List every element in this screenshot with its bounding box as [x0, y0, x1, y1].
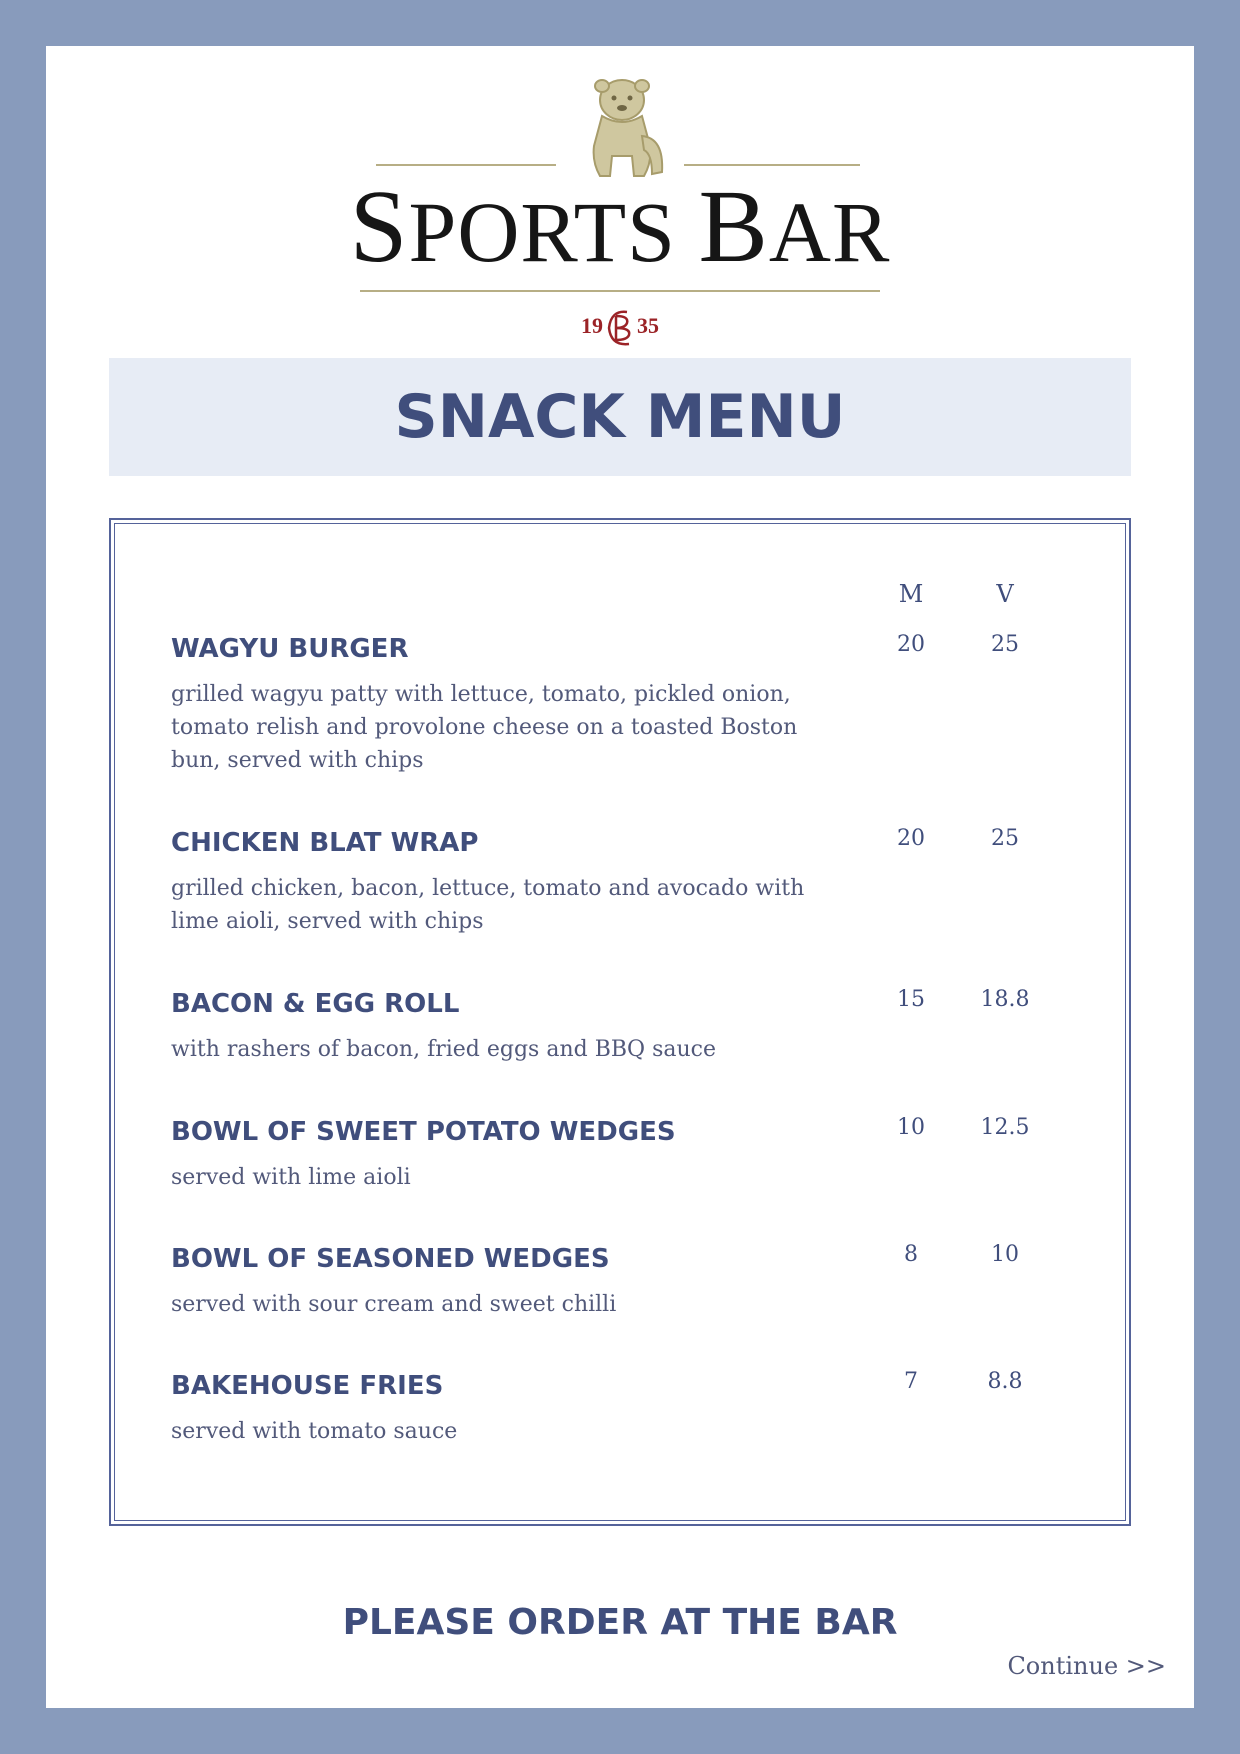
menu-item-name: CHICKEN BLAT WRAP: [171, 828, 479, 858]
menu-item-price-v: 8.8: [987, 1369, 1023, 1394]
menu-item-description: served with sour cream and sweet chilli: [171, 1292, 617, 1317]
logo-year: 19 35: [46, 308, 1194, 348]
logo-name: SPORTS BAR: [349, 169, 891, 284]
menu-item-price-v: 25: [991, 826, 1019, 851]
menu-item-price-m: 7: [904, 1369, 918, 1394]
logo-rule: [684, 164, 860, 166]
logo-rule: [376, 164, 556, 166]
menu-item-description: served with tomato sauce: [171, 1419, 458, 1444]
menu-item: [171, 828, 1071, 938]
continue-link[interactable]: Continue >>: [1007, 1652, 1166, 1680]
menu-item-description: grilled wagyu patty with lettuce, tomato, pickled onion, tomato relish and provolone cheese on a toasted Boston bun, served with chips: [171, 682, 798, 773]
menu-item-price-v: 18.8: [980, 987, 1030, 1012]
menu-item-price-m: 20: [897, 826, 925, 851]
cb-monogram-icon: [603, 308, 637, 348]
title-band: [109, 358, 1131, 476]
menu-item-description: served with lime aioli: [171, 1165, 411, 1190]
menu-frame: [109, 518, 1131, 1526]
page-title: SNACK MENU: [394, 382, 846, 452]
menu-item-price-v: 12.5: [980, 1115, 1030, 1140]
menu-item-price-m: 8: [904, 1242, 918, 1267]
bulldog-icon: [572, 76, 672, 180]
logo-rule: [360, 290, 880, 292]
column-header-v: V: [996, 580, 1014, 608]
menu-item-price-m: 10: [897, 1115, 925, 1140]
menu-item-name: BACON & EGG ROLL: [171, 989, 460, 1019]
menu-page: [46, 46, 1194, 1708]
menu-item-name: BAKEHOUSE FRIES: [171, 1371, 444, 1401]
menu-item: [171, 1244, 1071, 1321]
menu-item-name: BOWL OF SEASONED WEDGES: [171, 1244, 610, 1274]
menu-item-price-m: 15: [897, 987, 925, 1012]
menu-item-price-m: 20: [897, 632, 925, 657]
menu-item-description: grilled chicken, bacon, lettuce, tomato and avocado with lime aioli, served with chips: [171, 876, 805, 934]
menu-item-price-v: 10: [991, 1242, 1019, 1267]
menu-item: [171, 989, 1071, 1066]
menu-item: [171, 634, 1071, 777]
menu-item-name: BOWL OF SWEET POTATO WEDGES: [171, 1117, 676, 1147]
column-header-m: M: [898, 580, 924, 608]
menu-item-description: with rashers of bacon, fried eggs and BBQ sauce: [171, 1037, 716, 1062]
sports-bar-logo: [46, 76, 1194, 366]
menu-item-price-v: 25: [991, 632, 1019, 657]
menu-item-name: WAGYU BURGER: [171, 634, 409, 664]
order-note: PLEASE ORDER AT THE BAR: [342, 1602, 898, 1643]
menu-item: [171, 1117, 1071, 1194]
menu-item: [171, 1371, 1071, 1448]
